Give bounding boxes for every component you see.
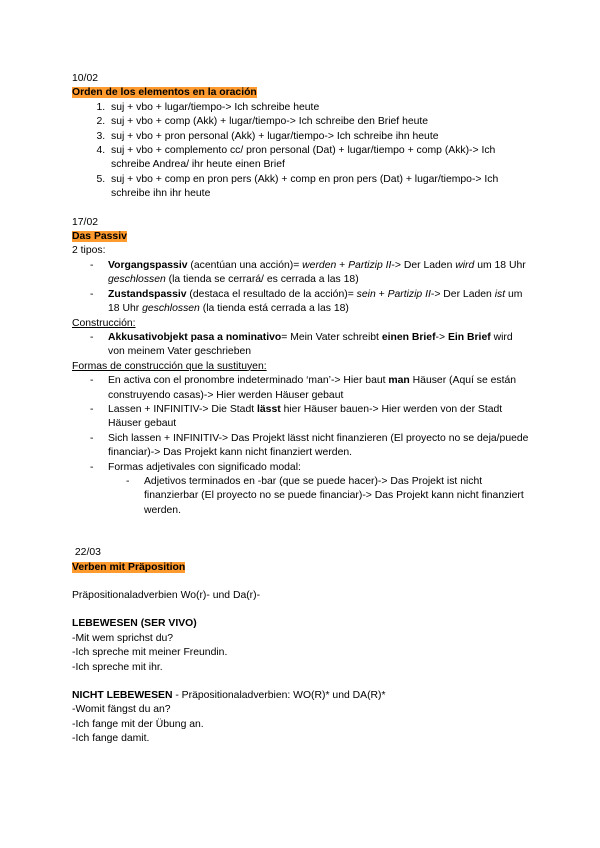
document-page: [72, 72, 532, 747]
text: hier Häuser bauen-> Hier werden von der Stadt Häuser gebaut: [108, 403, 503, 430]
passive-types-list: [72, 259, 532, 317]
text: geschlossen: [142, 303, 200, 315]
list-item: 3. suj + vbo + pron personal (Akk) + lugar/tiempo-> Ich schreibe ihn heute: [108, 130, 532, 144]
list-item: 4. suj + vbo + complemento cc/ pron personal (Dat) + lugar/tiempo + comp (Akk)-> Ich schreibe Andrea/ ihr heute einen Brief: [108, 144, 532, 173]
formas-label: [72, 360, 532, 374]
list-item: 2. suj + vbo + comp (Akk) + lugar/tiempo-> Ich schreibe den Brief heute: [108, 115, 532, 129]
list-item: [72, 403, 532, 432]
text: man: [388, 375, 410, 387]
text: Ein Brief: [447, 331, 491, 343]
list-item: 1. suj + vbo + lugar/tiempo-> Ich schreibe heute: [108, 101, 532, 115]
list-item: - Adjetivos terminados en -bar (que se puede hacer)-> Das Projekt ist nicht finanzierbar (El proyecto no se puede financiar)-> Das Projekt kann nicht finanziert werden.: [72, 475, 532, 518]
section-heading: Das Passiv: [72, 231, 127, 243]
text: LEBEWESEN (SER VIVO): [72, 618, 197, 630]
section-heading: Verben mit Präposition: [72, 561, 186, 573]
text: Akkusativobjekt pasa a nominativo: [108, 331, 282, 343]
text: (la tienda se cerrará/ es cerrada a las 18): [165, 274, 359, 286]
section-heading: Orden de los elementos en la oración: [72, 87, 257, 99]
text: En activa con el pronombre indeterminado ‘man’-> Hier baut: [108, 375, 389, 387]
text: einen Brief: [381, 331, 436, 343]
text: wird von meinem Vater geschrieben: [108, 331, 513, 358]
example-line: -Ich fange mit der Übung an.: [72, 718, 204, 730]
text: Construcción:: [72, 317, 136, 329]
text: -> Der Laden: [391, 259, 456, 271]
text: um 18 Uhr: [108, 288, 523, 315]
list-item: 5. suj + vbo + comp en pron pers (Akk) + comp en pron pers (Dat) + lugar/tiempo-> Ich schreibe ihn ihr heute: [108, 173, 532, 202]
text: NICHT LEBEWESEN: [72, 690, 173, 702]
term: Zustandspassiv: [108, 288, 187, 300]
subheading: [72, 689, 532, 703]
text: werden: [302, 259, 337, 271]
section-date: 10/02: [72, 73, 99, 84]
text: Häuser (Aquí se están construyendo casas)-> Hier werden Häuser gebaut: [108, 375, 517, 401]
text: um 18 Uhr: [474, 259, 526, 271]
section-heading-wrap: [72, 561, 532, 575]
text: Lassen + INFINITIV-> Die Stadt: [108, 403, 257, 415]
list-item: - Formas adjetivales con significado modal:: [72, 461, 532, 475]
text: +: [375, 288, 388, 300]
example-line: -Ich fange damit.: [72, 733, 150, 745]
subheading: [72, 617, 532, 631]
sub-list: [72, 475, 532, 518]
term: Vorgangspassiv: [108, 259, 188, 271]
text: ->: [435, 331, 448, 343]
text: -> Der Laden: [430, 288, 495, 300]
text: wird: [455, 259, 475, 271]
text: geschlossen: [108, 274, 166, 286]
text: ist: [494, 288, 506, 300]
section-date: 22/03: [72, 547, 101, 559]
numbered-list: [72, 101, 532, 202]
construction-list: [72, 331, 532, 360]
construccion-label: [72, 317, 532, 331]
example-line: -Ich spreche mit ihr.: [72, 661, 163, 673]
list-item: [72, 259, 532, 288]
tipos-label: 2 tipos:: [72, 245, 106, 257]
text: (destaca el resultado de la acción)=: [186, 288, 357, 300]
forms-list: [72, 374, 532, 475]
text: Formas de construcción que la sustituyen:: [72, 360, 267, 372]
intro-text: Präpositionaladverbien Wo(r)- und Da(r)-: [72, 590, 261, 601]
list-item: [72, 331, 532, 360]
list-item: [72, 288, 532, 317]
example-line: -Ich spreche mit meiner Freundin.: [72, 647, 228, 659]
text: +: [336, 259, 349, 271]
text: Partizip II: [348, 259, 392, 271]
text: lässt: [257, 403, 281, 415]
example-line: -Womit fängst du an?: [72, 704, 171, 716]
list-item: [72, 374, 532, 403]
example-line: -Mit wem sprichst du?: [72, 632, 174, 644]
text: - Präpositionaladverbien: WO(R)* und DA(R)*: [172, 690, 386, 702]
text: (acentúan una acción)=: [187, 259, 303, 271]
text: = Mein Vater schreibt: [281, 331, 382, 343]
list-item: - Sich lassen + INFINITIV-> Das Projekt lässt nicht finanzieren (El proyecto no se deja/puede financiar)-> Das Projekt kann nicht finanziert werden.: [72, 432, 532, 461]
section-heading-wrap: [72, 230, 532, 244]
section-heading-wrap: [72, 86, 532, 100]
text: sein: [356, 288, 376, 300]
text: Partizip II: [387, 288, 431, 300]
section-date: 17/02: [72, 216, 99, 228]
text: (la tienda está cerrada a las 18): [199, 303, 349, 315]
